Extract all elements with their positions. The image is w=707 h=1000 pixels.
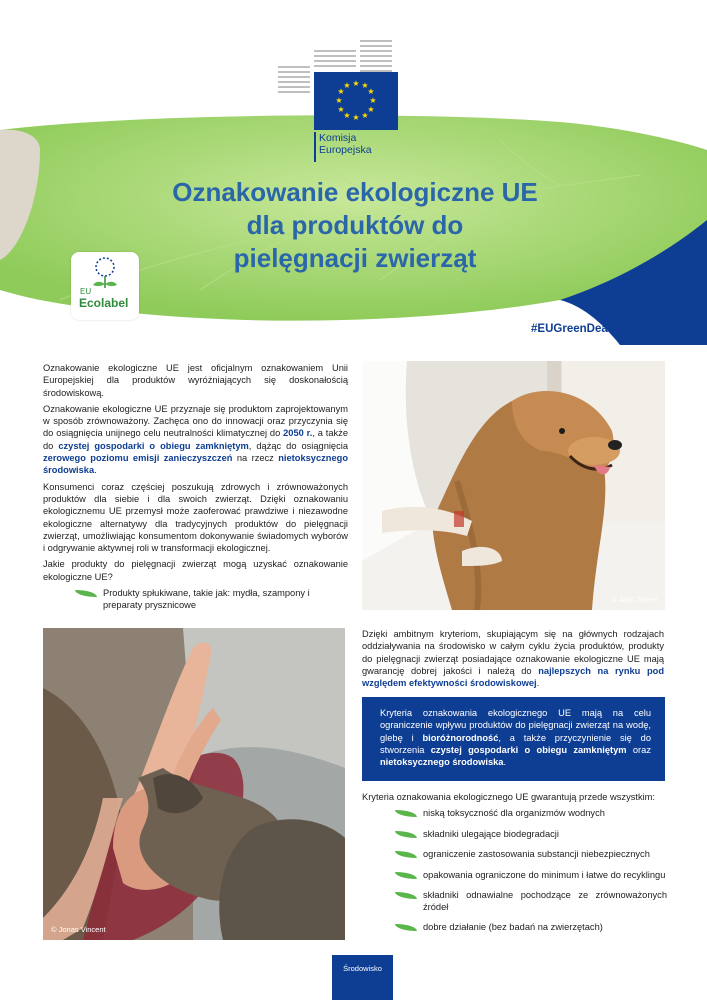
- question-paragraph: Jakie produkty do pielęgnacji zwierząt mogą uzyskać oznakowanie ekologiczne UE?: [43, 559, 348, 582]
- page-title: [120, 176, 590, 275]
- svg-text:★: ★: [367, 105, 375, 114]
- leaf-bullet-icon: [395, 892, 417, 899]
- criteria-text: składniki odnawialne pochodzące ze zrównoważonych źródeł: [423, 890, 667, 912]
- eu-ecolabel-logo: [71, 252, 139, 320]
- ecolabel-text: Ecolabel: [79, 296, 129, 310]
- highlight-zero-pollution: zerowego poziomu emisji zanieczyszczeń: [43, 453, 233, 464]
- product-bullet: [43, 587, 348, 612]
- criteria-item: [395, 922, 667, 934]
- highlight-non-toxic: nietoksycznego środowiska: [380, 757, 504, 768]
- title-line2: dla produktów do: [246, 210, 464, 240]
- criteria-text: ograniczenie zastosowania substancji niebezpiecznych: [423, 849, 650, 859]
- leaf-bullet-icon: [395, 851, 417, 858]
- text-span: .: [94, 465, 97, 476]
- consumers-paragraph: Konsumenci coraz częściej poszukują zdrowych i zrównoważonych produktów dla siebie i dla swoich zwierząt. Dzięki oznakowaniu ekologicznemu UE przemysł może zaoferować prawdziwe i niezawodne ekologiczne alternatywy dla tradycyjnych produktów do pielęgnacji zwierząt, umożliwiając konsumentom dokonywanie świadomych wyborów i odgrywanie aktywnej roli w transformacji ekologicznej.: [43, 481, 348, 554]
- criteria-text: składniki ulegające biodegradacji: [423, 828, 559, 839]
- ec-name-line2: Europejska: [319, 144, 372, 156]
- hand-photo-credit: © Jonas Vincent: [51, 925, 106, 934]
- text-span: , a także do: [43, 428, 348, 451]
- criteria-item: [395, 870, 667, 882]
- leaf-bullet-icon: [395, 831, 417, 838]
- title-line1: Oznakowanie ekologiczne UE: [172, 177, 538, 207]
- criteria-item: [395, 808, 667, 820]
- leaf-bullet-icon: [395, 924, 417, 931]
- hand-paw-photo: [43, 628, 345, 940]
- text-span: Oznakowanie ekologiczne UE przyznaje się produktom zaprojektowanym w sposób zrównoważony. Zachęca ono do innowacji oraz przyczynia się do osiągnięcia unijnego celu neutralności klimatycznej do: [43, 403, 348, 439]
- text-span: na rzecz: [232, 453, 279, 464]
- date-hashtags: [531, 304, 687, 338]
- highlight-non-toxic: nietoksycznego środowiska: [43, 453, 348, 476]
- svg-text:★: ★: [367, 87, 375, 96]
- intro-paragraph: Oznakowanie ekologiczne UE jest oficjalnym oznakowaniem Unii Europejskiej dla produktów wyróżniających się doskonałością środowiskową.: [43, 363, 348, 398]
- criteria-item: [395, 890, 667, 913]
- criteria-intro: Kryteria oznakowania ekologicznego UE gwarantują przede wszystkim:: [362, 792, 655, 802]
- svg-text:★: ★: [337, 105, 345, 114]
- highlight-biodiversity: bioróżnorodność: [422, 732, 499, 743]
- svg-text:★: ★: [369, 96, 377, 105]
- hashtags: #EUGreenDeal #EUEcolabel: [531, 323, 687, 335]
- text-span: Dzięki ambitnym kryteriom, skupiającym się na głównych rodzajach oddziaływania na środowisko w całym cyklu życia produktów, produkty do pielęgnacji zwierząt posiadające oznakowanie ekologiczne UE mają gwarancję dobrej jakości i należą do: [362, 629, 664, 676]
- criteria-item: [395, 849, 667, 861]
- svg-text:★: ★: [335, 96, 343, 105]
- footer-section-tag: Środowisko: [332, 955, 393, 1000]
- text-span: oraz: [626, 744, 651, 755]
- text-span: .: [536, 678, 540, 689]
- text-span: , dążąc do osiągnięcia: [248, 440, 348, 451]
- text-span: .: [503, 757, 507, 768]
- high-five-illustration: [43, 628, 345, 940]
- publication-date: Październik 2021: [594, 306, 687, 318]
- svg-text:★: ★: [361, 81, 369, 90]
- svg-text:★: ★: [352, 79, 360, 88]
- text-span: Kryteria oznakowania ekologicznego UE mają na celu ograniczenie wpływu produktów do pielęgnacji zwierząt na wodę, glebę i: [380, 708, 651, 743]
- highlight-best-performance: najlepszych na rynku pod względem efektywności środowiskowej: [362, 665, 665, 689]
- eu-stars-icon: [314, 72, 398, 130]
- svg-text:★: ★: [337, 87, 345, 96]
- eu-flag: [314, 72, 398, 130]
- ec-name-line1: Komisja: [319, 132, 357, 144]
- dog-photo-credit: © Autri Taheri: [612, 595, 657, 604]
- ecolabel-description-paragraph: [43, 403, 348, 477]
- criteria-text: niską toksyczność dla organizmów wodnych: [423, 808, 605, 818]
- leaf-bullet-icon: [395, 872, 417, 879]
- criteria-text: dobre działanie (bez badań na zwierzętach): [423, 922, 603, 932]
- highlight-circular-economy: czystej gospodarki o obiegu zamkniętym: [430, 744, 627, 755]
- bullet-text: Produkty spłukiwane, takie jak: mydła, szampony i preparaty prysznicowe: [103, 588, 310, 611]
- left-column: [43, 362, 348, 612]
- svg-text:★: ★: [343, 81, 351, 90]
- ecolabel-flower-icon: [71, 252, 139, 292]
- text-span: , a także przyczynienie się do stworzenia: [380, 732, 651, 755]
- svg-text:★: ★: [361, 111, 369, 120]
- criteria-item: [395, 829, 667, 841]
- title-line3: pielęgnacji zwierząt: [233, 243, 477, 273]
- highlight-2050: 2050 r.: [283, 428, 313, 439]
- leaf-bullet-icon: [395, 810, 417, 817]
- highlight-circular-economy: czystej gospodarki o obiegu zamkniętym: [58, 440, 249, 451]
- ec-name: [314, 132, 398, 162]
- svg-text:★: ★: [343, 111, 351, 120]
- ec-logo: [276, 36, 394, 161]
- ecolabel-eu-text: EU: [80, 287, 92, 296]
- dog-photo: [362, 361, 665, 610]
- criteria-list: [395, 808, 667, 934]
- criteria-text: opakowania ograniczone do minimum i łatwe do recyklingu: [423, 869, 666, 880]
- svg-text:★: ★: [352, 113, 360, 122]
- dog-bath-illustration: [362, 361, 665, 610]
- leaf-bullet-icon: [75, 590, 97, 597]
- criteria-description: [362, 628, 664, 689]
- criteria-aim-box: [362, 697, 665, 781]
